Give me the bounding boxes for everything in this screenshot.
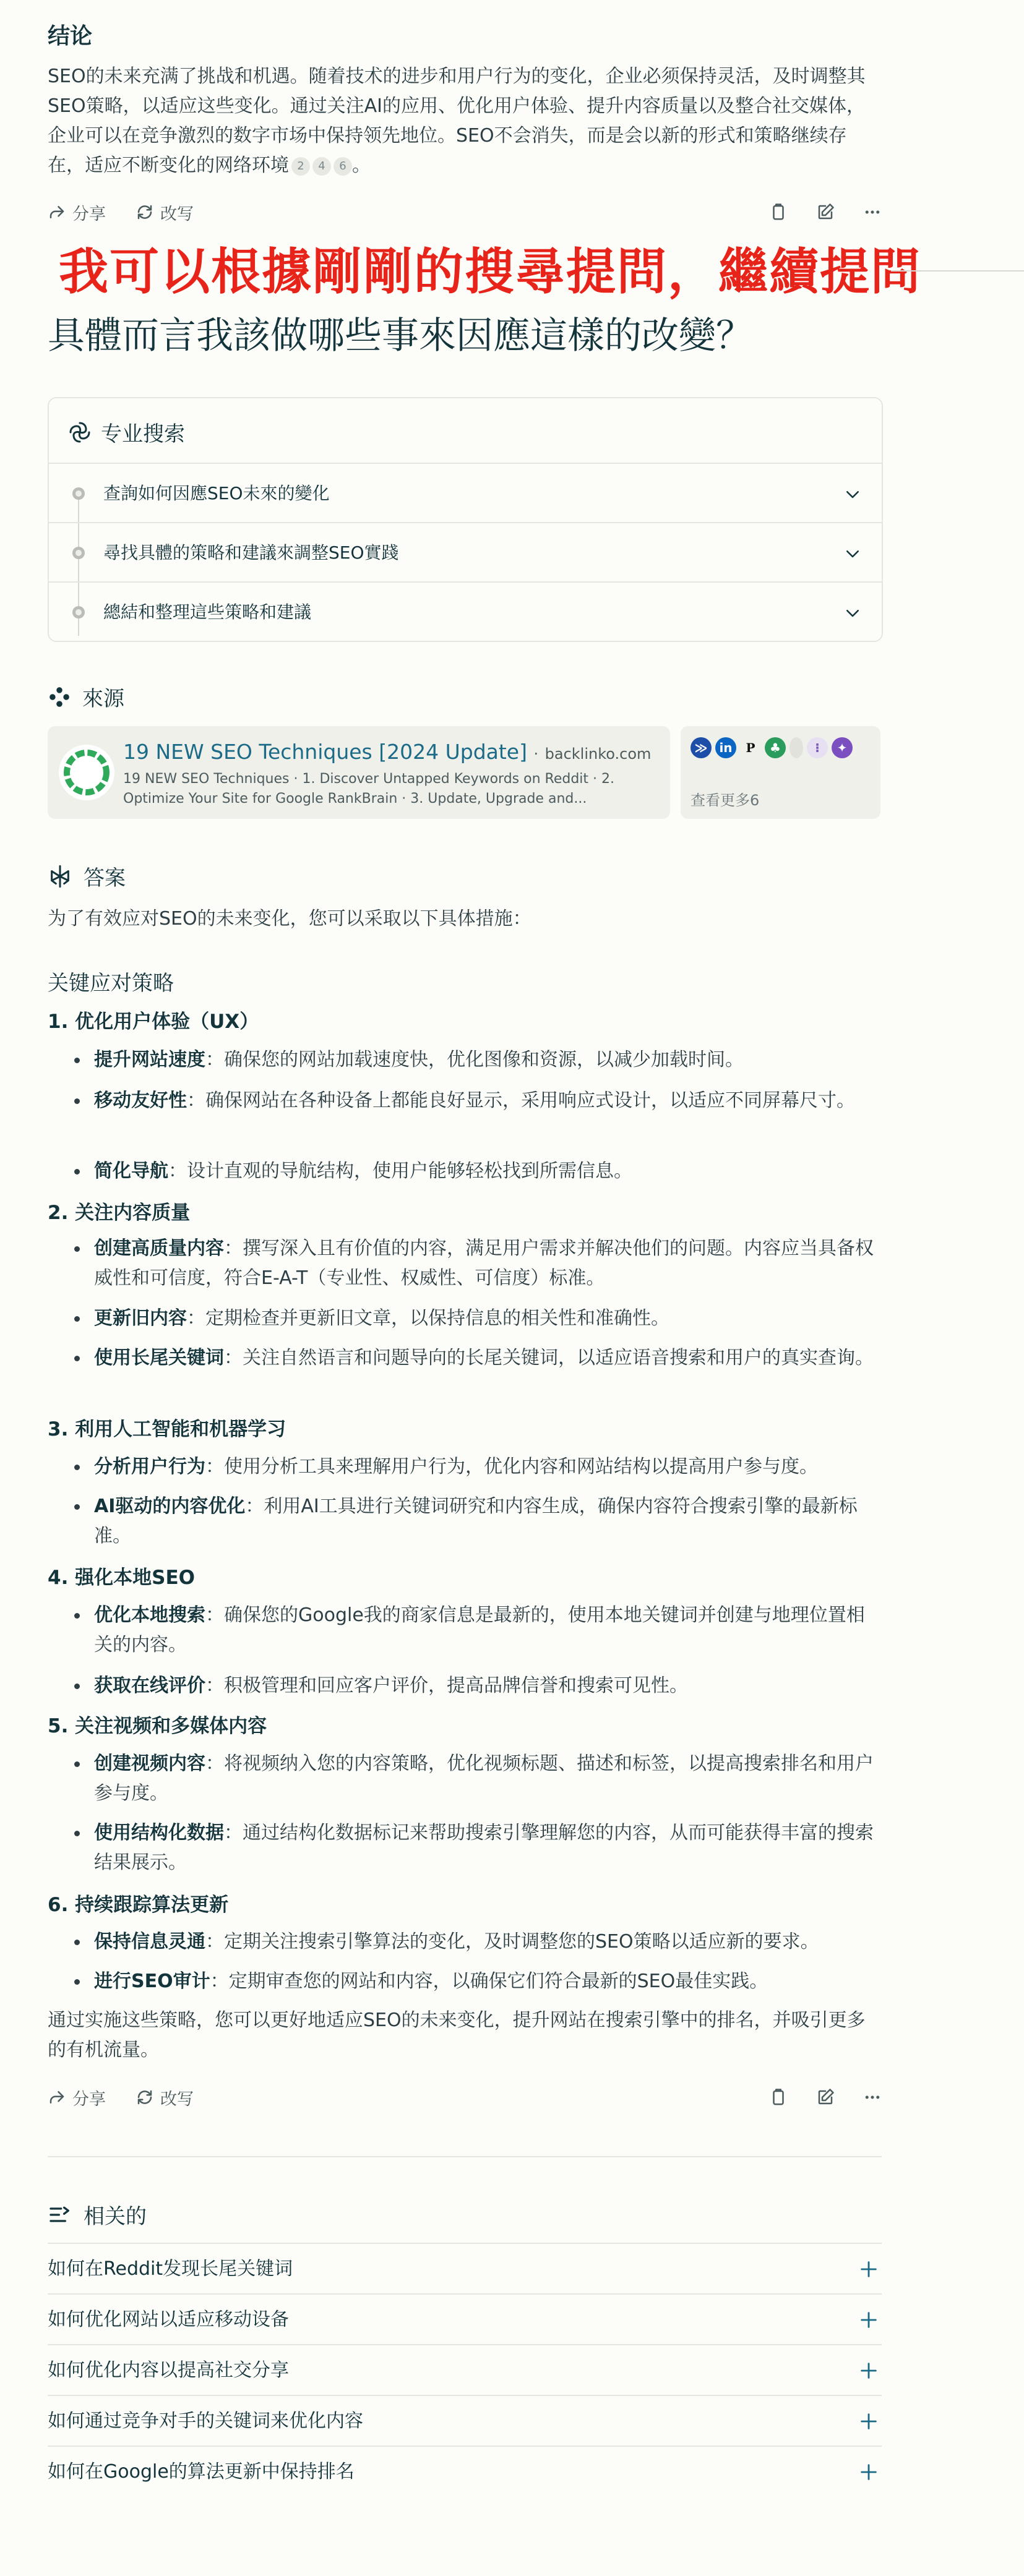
list-item (94, 1492, 874, 1551)
citation-badge[interactable]: 6 (333, 157, 352, 176)
rewrite-label: 改写 (160, 204, 194, 224)
chevron-down-icon (843, 604, 862, 622)
answer-intro: 为了有效应对SEO的未来变化，您可以采取以下具体措施： (48, 908, 531, 930)
item-bold: 简化导航 (94, 1160, 168, 1182)
related-question[interactable] (48, 2243, 882, 2295)
favicon-icon (790, 737, 803, 758)
chevron-down-icon (843, 485, 862, 503)
more-icon[interactable] (863, 2088, 882, 2107)
related-list-icon (48, 2202, 72, 2227)
item-bold: AI驱动的内容优化 (94, 1496, 246, 1517)
list-item (94, 1452, 874, 1482)
edit-icon[interactable] (816, 2088, 835, 2107)
strategy-heading: 4. 强化本地SEO (48, 1567, 195, 1589)
item-text: ：将视频纳入您的内容策略，优化视频标题、描述和标签，以提高搜索排名和用户参与度。 (94, 1753, 874, 1804)
item-text: ：确保您的网站加载速度快，优化图像和资源，以减少加载时间。 (205, 1049, 744, 1071)
related-title: 相关的 (84, 2204, 147, 2229)
source-title-text: 19 NEW SEO Techniques [2024 Update] (123, 740, 527, 764)
favicon-icon: ≫ (691, 737, 712, 758)
linkedin-icon: in (715, 737, 736, 758)
section-divider (48, 2156, 882, 2157)
list-item (94, 1343, 874, 1373)
list-item (94, 1304, 874, 1333)
plus-icon (858, 2462, 879, 2483)
item-bold: 创建视频内容 (94, 1753, 205, 1774)
search-step[interactable] (49, 522, 882, 583)
pro-search-panel (48, 397, 883, 642)
list-item (94, 1157, 874, 1186)
pro-search-title: 专业搜索 (101, 422, 185, 447)
list-item (94, 1967, 874, 1996)
list-item (94, 1927, 874, 1957)
strategy-heading: 6. 持续跟踪算法更新 (48, 1894, 229, 1916)
p-logo-icon: P (740, 737, 761, 758)
strategy-heading: 5. 关注视频和多媒体内容 (48, 1715, 267, 1737)
conclusion-paragraph (48, 62, 882, 181)
source-favicons (691, 737, 853, 758)
list-item (94, 1045, 874, 1075)
related-question-text: 如何通过竞争对手的关键词来优化内容 (48, 2410, 363, 2432)
item-text: ：定期检查并更新旧文章，以保持信息的相关性和准确性。 (187, 1307, 669, 1329)
search-step[interactable] (49, 463, 882, 523)
plus-icon (858, 2259, 879, 2280)
item-bold: 提升网站速度 (94, 1049, 205, 1071)
share-button[interactable] (48, 2086, 106, 2110)
item-text: ：使用分析工具来理解用户行为，优化内容和网站结构以提高用户参与度。 (205, 1456, 818, 1478)
chevron-down-icon (843, 544, 862, 563)
item-text: ：确保网站在各种设备上都能良好显示，采用响应式设计，以适应不同屏幕尺寸。 (187, 1090, 855, 1111)
rewrite-button[interactable] (136, 2086, 194, 2110)
item-bold: 获取在线评价 (94, 1675, 205, 1697)
view-more-sources[interactable] (681, 726, 880, 819)
item-bold: 保持信息灵通 (94, 1931, 205, 1953)
item-text: ：定期审查您的网站和内容，以确保它们符合最新的SEO最佳实践。 (210, 1971, 768, 1992)
source-snippet: 19 NEW SEO Techniques · 1. Discover Untapped Keywords on Reddit · 2. Optimize Your Site for Google RankBrain · 3. Update, Upgrade and... (123, 771, 614, 807)
related-question[interactable] (48, 2344, 882, 2396)
step-dot (72, 487, 85, 500)
item-text: ：通过结构化数据标记来帮助搜索引擎理解您的内容，从而可能获得丰富的搜索结果展示。 (94, 1822, 874, 1873)
related-question[interactable] (48, 2445, 882, 2497)
plus-icon (858, 2360, 879, 2381)
item-text: ：定期关注搜索引擎算法的变化，及时调整您的SEO策略以适应新的要求。 (205, 1931, 819, 1953)
item-bold: 优化本地搜索 (94, 1604, 205, 1626)
answer-action-bar (48, 2082, 882, 2113)
item-bold: 进行SEO审计 (94, 1971, 210, 1992)
answer-section-title: 关键应对策略 (48, 971, 174, 996)
list-item (94, 1671, 874, 1701)
related-question-text: 如何优化网站以适应移动设备 (48, 2309, 289, 2330)
share-icon (48, 2088, 66, 2107)
strategy-heading: 1. 优化用户体验（UX） (48, 1011, 259, 1033)
edit-icon[interactable] (816, 203, 835, 221)
view-more-label: 查看更多6 (691, 792, 760, 809)
step-dot (72, 547, 85, 559)
conclusion-heading: 结论 (48, 24, 93, 49)
step-label: 查詢如何因應SEO未來的變化 (103, 483, 330, 503)
answer-closing: 通过实施这些策略，您可以更好地适应SEO的未来变化，提升网站在搜索引擎中的排名，并吸引更多的有机流量。 (48, 2009, 866, 2061)
backlinko-logo (59, 745, 114, 800)
step-label: 尋找具體的策略和建議來調整SEO實踐 (103, 542, 399, 563)
share-icon (48, 203, 66, 221)
favicon-icon: ⁝ (807, 737, 828, 758)
item-text: ：关注自然语言和问题导向的长尾关键词，以适应语音搜索和用户的真实查询。 (224, 1347, 874, 1369)
list-item (94, 1234, 874, 1293)
item-text: ：积极管理和回应客户评价，提高品牌信誉和搜索可见性。 (205, 1675, 688, 1697)
item-text: ：设计直观的导航结构，使用户能够轻松找到所需信息。 (168, 1160, 632, 1182)
citation-badge[interactable]: 4 (312, 157, 331, 176)
related-question-text: 如何优化内容以提高社交分享 (48, 2360, 289, 2381)
item-bold: 移动友好性 (94, 1090, 187, 1111)
list-item (94, 1749, 874, 1808)
related-question[interactable] (48, 2293, 882, 2345)
pro-search-header (67, 417, 185, 447)
refresh-icon (136, 203, 154, 221)
citation-badge[interactable]: 2 (291, 157, 310, 176)
list-item (94, 1601, 874, 1660)
overlay-annotation: 我可以根據剛剛的搜尋提問，繼續提問 (59, 243, 921, 301)
item-text: ：利用AI工具进行关键词研究和内容生成，确保内容符合搜索引擎的最新标准。 (94, 1496, 858, 1547)
plus-icon (858, 2411, 879, 2432)
copy-icon[interactable] (769, 203, 788, 221)
strategy-heading: 3. 利用人工智能和机器学习 (48, 1418, 286, 1440)
conclusion-text: SEO的未来充满了挑战和机遇。随着技术的进步和用户行为的变化，企业必须保持灵活，及时调整其SEO策略，以适应这些变化。通过关注AI的应用、优化用户体验、提升内容质量以及整合社交媒体，企业可以在竞争激烈的数字市场中保持领先地位。SEO不会消失，而是会以新的形式和策略继续存在，适应不断变化的网络环境 (48, 66, 866, 176)
item-bold: 使用长尾关键词 (94, 1347, 224, 1369)
related-question[interactable] (48, 2395, 882, 2447)
source-card[interactable] (48, 726, 670, 819)
step-label: 總結和整理這些策略和建議 (103, 602, 312, 622)
refresh-icon (136, 2088, 154, 2107)
list-item (94, 1818, 874, 1878)
item-bold: 使用结构化数据 (94, 1822, 224, 1844)
share-label: 分享 (72, 204, 106, 224)
answer-title: 答案 (84, 866, 126, 891)
octopus-icon: ♣ (765, 737, 786, 758)
related-question-text: 如何在Reddit发现长尾关键词 (48, 2258, 293, 2280)
rewrite-label: 改写 (160, 2089, 194, 2109)
share-button[interactable] (48, 200, 106, 225)
sources-header (48, 682, 124, 712)
step-dot (72, 606, 85, 618)
hexagon-icon: ✦ (832, 737, 853, 758)
strategy-heading: 2. 关注内容质量 (48, 1202, 191, 1224)
conclusion-period: 。 (352, 155, 371, 176)
related-question-text: 如何在Google的算法更新中保持排名 (48, 2461, 355, 2483)
related-header (48, 2199, 147, 2230)
item-text: ：撰写深入且有价值的内容，满足用户需求并解决他们的问题。内容应当具备权威性和可信度，符合E-A-T（专业性、权威性、可信度）标准。 (94, 1238, 874, 1289)
more-icon[interactable] (863, 203, 882, 221)
sources-icon (48, 685, 71, 709)
item-bold: 分析用户行为 (94, 1456, 205, 1478)
annotation-line (891, 268, 1024, 273)
sources-title: 來源 (82, 687, 124, 711)
rewrite-button[interactable] (136, 200, 194, 225)
list-item (94, 1086, 874, 1116)
follow-up-query: 具體而言我該做哪些事來因應這樣的改變？ (48, 314, 753, 357)
plus-icon (858, 2309, 879, 2330)
pro-search-icon (67, 420, 92, 445)
answer-logo-icon (48, 864, 72, 889)
search-step[interactable] (49, 581, 882, 642)
source-title[interactable] (123, 740, 651, 764)
answer-header (48, 861, 126, 891)
source-separator: · (533, 745, 539, 763)
answer-action-bar (48, 197, 882, 228)
source-domain: backlinko.com (544, 745, 652, 763)
copy-icon[interactable] (769, 2088, 788, 2107)
item-bold: 创建高质量内容 (94, 1238, 224, 1259)
item-text: ：确保您的Google我的商家信息是最新的，使用本地关键词并创建与地理位置相关的内容。 (94, 1604, 865, 1656)
item-bold: 更新旧内容 (94, 1307, 187, 1329)
share-label: 分享 (72, 2089, 106, 2109)
